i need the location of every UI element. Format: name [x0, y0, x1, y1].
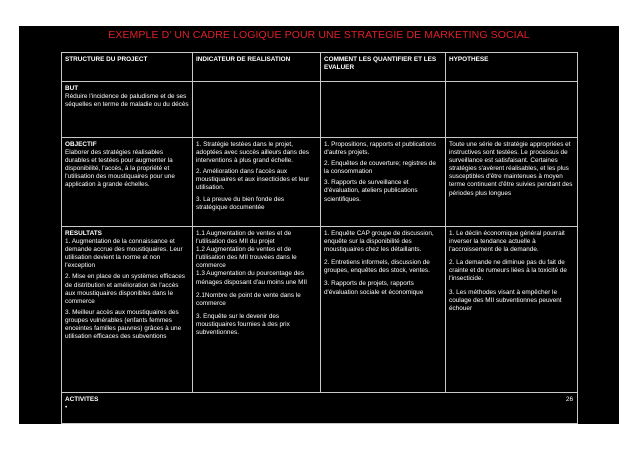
cell-objectif-hypothese: [446, 138, 578, 227]
table-row-objectif: [62, 138, 578, 227]
slide-title: EXEMPLE D' UN CADRE LOGIQUE POUR UNE STRATEGIE DE MARKETING SOCIAL: [108, 29, 530, 41]
table-row-but: [62, 82, 578, 138]
cell-objectif-comment: [321, 138, 446, 227]
resultats-comment-1: 1. Enquête CAP groupe de discussion, enquête sur la disponibilité des moustiquaires chez les détaillants.: [324, 230, 434, 254]
slide: [19, 26, 619, 424]
resultats-comment-2: 2. Entretiens informels, discussion de groupes, enquêtes des stock, ventes.: [324, 259, 430, 275]
resultats-hypothese-1: 1. Le déclin économique général pourrait inverser la tendance actuelle à l'accroissement de la demande.: [449, 230, 565, 254]
objectif-indicateur-2: 2. Amélioration dans l'accès aux moustiquaires et aux insecticides et leur utilisation.: [196, 168, 310, 192]
resultats-structure-1: 1. Augmentation de la connaissance et demande accrue des moustiquaires. Leur utilisation devient la norme et non l'exception: [65, 238, 183, 270]
header-hypothese: HYPOTHESE: [449, 56, 489, 63]
resultats-indicateur-1-3: 1.3 Augmentation du pourcentage des ménages disposant d'au moins une MII: [196, 270, 307, 286]
header-indicateur: INDICATEUR DE REALISATION: [196, 56, 291, 63]
cell-resultats-comment: [321, 227, 446, 393]
row-label-objectif: OBJECTIF: [65, 141, 97, 148]
header-cell: [62, 53, 193, 82]
cell-resultats-hypothese: [446, 227, 578, 393]
resultats-indicateur-1-2: 1.2 Augmentation de ventes et de l'utilisation des MII trouvées dans le commerce: [196, 246, 297, 270]
cell-resultats-structure: [62, 227, 193, 393]
objectif-text: Elaborer des stratégies réalisables durables et testées pour augmenter la disponibilité, l'accès, à la propriété et l'utilisation des moustiquaires pour une application à grande échelles.: [65, 149, 175, 189]
objectif-comment-1: 1. Propositions, rapports et publications d'autres projets.: [324, 141, 436, 157]
objectif-indicateur-1: 1. Stratégie testées dans le projet, adoptées avec succès ailleurs dans des interventions à plus grand échelle.: [196, 141, 309, 165]
table-row-activites: [62, 393, 578, 424]
resultats-indicateur-2-1: 2.1Nombre de point de vente dans le commerce: [196, 291, 301, 307]
header-cell: [446, 53, 578, 82]
cell-but-empty: [321, 82, 446, 138]
cell-activites: [62, 393, 578, 424]
page-number: 26: [565, 396, 573, 403]
resultats-indicateur-3: 3. Enquête sur le devenir des moustiquaires fournies à des prix subventionnes.: [196, 312, 290, 337]
row-label-activites: ACTIVITES: [65, 396, 99, 403]
header-cell: [321, 53, 446, 82]
objectif-indicateur-3: 3. La preuve du bien fonde des stratégique documentée: [196, 195, 285, 211]
cell-but-empty: [446, 82, 578, 138]
cell-objectif-structure: [62, 138, 193, 227]
header-structure: STRUCTURE DU PROJECT: [65, 56, 148, 63]
resultats-hypothese-3: 3. Les méthodes visant à empêcher le coulage des MII subventionnes peuvent échouer: [449, 288, 562, 312]
cell-objectif-indicateurs: [193, 138, 321, 227]
table-row-resultats: [62, 227, 578, 393]
cell-but-empty: [193, 82, 321, 138]
table-header-row: [62, 53, 578, 82]
activites-bullet: •: [65, 404, 68, 412]
row-label-but: BUT: [65, 85, 79, 92]
header-cell: [193, 53, 321, 82]
row-label-resultats: RESULTATS: [65, 230, 102, 237]
cell-resultats-indicateurs: [193, 227, 321, 393]
resultats-structure-3: 3. Meilleur accès aux moustiquaires des groupes vulnérables (enfants femmes enceintes familles pauvres) grâces à une utilisation efficaces des subventions: [65, 308, 182, 341]
objectif-hypothese: Toute une série de stratégie appropriées et instructives sont testées. Le processus de surveillance est satisfaisant. Certaines stratégies s'avèrent réalisables, et les plus susceptibles d'être maintenues à moyen terme continuent d'être suivies pendant des périodes plus longues: [449, 141, 573, 197]
resultats-hypothese-2: 2. La demande ne diminue pas du fait de crainte et de rumeurs liées à la toxicité de l'insecticide.: [449, 259, 567, 283]
resultats-indicateur-1-1: 1.1 Augmentation de ventes et de l'utilisation des MII du projet: [196, 230, 292, 246]
header-comment: COMMENT LES QUANTIFIER ET LES EVALUER: [324, 56, 437, 72]
but-text: Réduire l'incidence de paludisme et de ses séquelles en terme de maladie ou du décès: [65, 93, 189, 109]
resultats-structure-2: 2. Mise en place de un systèmes efficaces de distribution et amélioration de l'accès aux moustiquaires disponibles dans le commerce: [65, 273, 185, 305]
logical-framework-table: [61, 52, 578, 424]
cell-but-structure: [62, 82, 193, 138]
objectif-comment-2: 2. Enquêtes de couverture; registres de la consommation: [324, 160, 436, 176]
objectif-comment-3: 3. Rapports de surveillance et d'évaluation, ateliers publications scientifiques.: [324, 179, 418, 203]
resultats-comment-3: 3. Rapports de projets, rapports d'évaluation sociale et économique: [324, 280, 424, 296]
